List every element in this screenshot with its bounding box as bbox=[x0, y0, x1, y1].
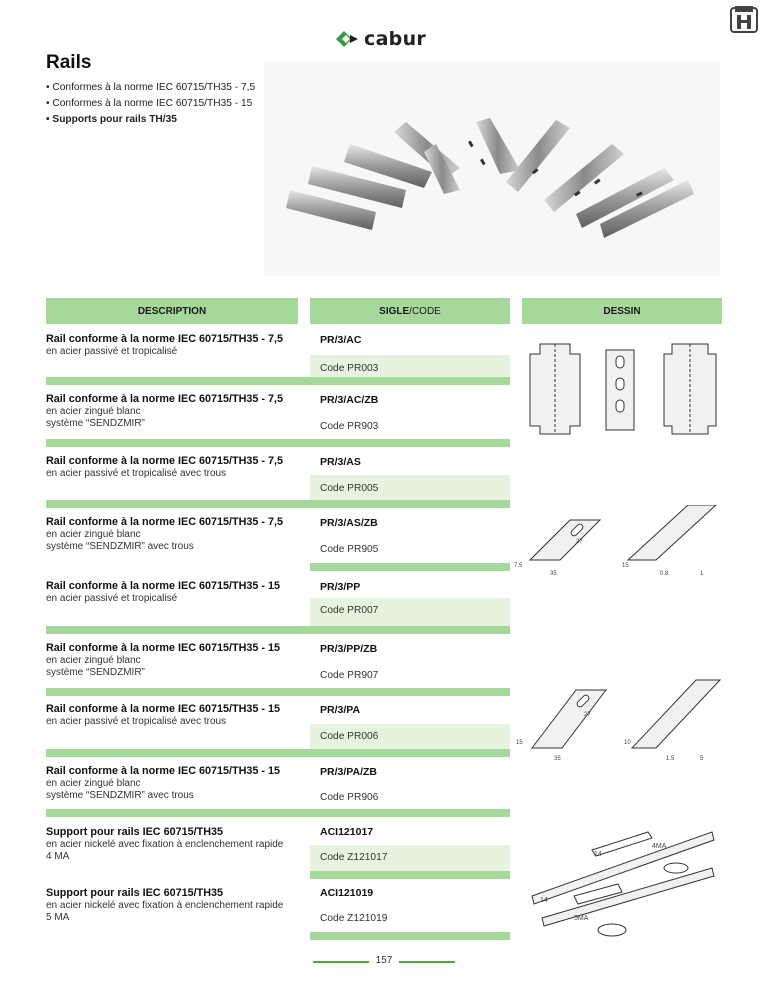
dimension-label: 5 bbox=[700, 756, 704, 762]
rail-image bbox=[286, 118, 694, 238]
row-title: Rail conforme à la norme IEC 60715/TH35 - 7,5 bbox=[46, 455, 284, 467]
row-subtitle: système “SENDZMIR” avec trous bbox=[46, 790, 194, 801]
rails-photo bbox=[264, 62, 720, 276]
row-sigle: PR/3/AS/ZB bbox=[320, 517, 378, 529]
row-sigle: PR/3/PP/ZB bbox=[320, 643, 378, 655]
row-sigle: PR/3/PA bbox=[320, 704, 361, 716]
rail-dimension-drawing bbox=[510, 670, 722, 766]
table-row bbox=[46, 580, 298, 605]
row-divider bbox=[46, 809, 510, 817]
table-row bbox=[46, 826, 298, 863]
row-title: Support pour rails IEC 60715/TH35 bbox=[46, 887, 223, 899]
row-subtitle: en acier zingué blanc bbox=[46, 778, 141, 789]
support-label: 5MA bbox=[574, 915, 589, 922]
row-subtitle: système “SENDZMIR” bbox=[46, 418, 145, 429]
row-subtitle: en acier passivé et tropicalisé bbox=[46, 346, 178, 357]
table-row bbox=[46, 393, 298, 430]
support-label: 4MA bbox=[652, 843, 667, 850]
row-code: Code Z121019 bbox=[320, 913, 388, 924]
bullet-item: • Conformes à la norme IEC 60715/TH35 - 15 bbox=[46, 98, 253, 109]
dimension-label: 35 bbox=[554, 756, 561, 762]
row-subtitle: en acier passivé et tropicalisé avec trous bbox=[46, 468, 227, 479]
brand-logo bbox=[336, 28, 426, 50]
rail-dimension-drawing bbox=[510, 505, 722, 585]
dimension-label: 27 bbox=[584, 712, 591, 718]
dimension-label: 1 bbox=[700, 571, 704, 577]
table-row bbox=[46, 333, 298, 358]
row-divider bbox=[46, 626, 510, 634]
row-subtitle: en acier nickelé avec fixation à enclenchement rapide bbox=[46, 900, 284, 911]
table-row bbox=[46, 455, 298, 480]
dimension-label: 15 bbox=[622, 563, 629, 569]
table-row bbox=[46, 516, 298, 553]
row-title: Rail conforme à la norme IEC 60715/TH35 - 7,5 bbox=[46, 516, 284, 528]
dimension-label: 27 bbox=[576, 539, 583, 545]
footer-rule bbox=[313, 961, 369, 963]
header-description-label: DESCRIPTION bbox=[137, 305, 207, 317]
header-code-label: /CODE bbox=[409, 305, 441, 317]
row-sigle: PR/3/AC bbox=[320, 334, 362, 346]
row-subtitle: en acier zingué blanc bbox=[46, 655, 141, 666]
footer-rule bbox=[399, 961, 455, 963]
row-subtitle: système “SENDZMIR” avec trous bbox=[46, 541, 194, 552]
rail-profile-drawing bbox=[522, 330, 722, 440]
row-title: Rail conforme à la norme IEC 60715/TH35 - 15 bbox=[46, 765, 281, 777]
row-title: Rail conforme à la norme IEC 60715/TH35 - 15 bbox=[46, 580, 281, 592]
row-divider bbox=[310, 871, 510, 879]
row-code: Code PR905 bbox=[320, 544, 379, 555]
row-subtitle: en acier zingué blanc bbox=[46, 406, 141, 417]
row-subtitle: en acier passivé et tropicalisé avec trous bbox=[46, 716, 227, 727]
row-title: Rail conforme à la norme IEC 60715/TH35 - 15 bbox=[46, 642, 281, 654]
header-description bbox=[46, 298, 298, 324]
row-sigle: PR/3/AS bbox=[320, 456, 361, 468]
row-title: Rail conforme à la norme IEC 60715/TH35 - 7,5 bbox=[46, 333, 284, 345]
row-code: Code Z121017 bbox=[320, 852, 388, 863]
table-row bbox=[46, 642, 298, 679]
row-title: Rail conforme à la norme IEC 60715/TH35 - 7,5 bbox=[46, 393, 284, 405]
table-row bbox=[46, 765, 298, 802]
row-code: Code PR006 bbox=[320, 731, 379, 742]
row-subtitle: 4 MA bbox=[46, 851, 70, 862]
dimension-label: 0.8 bbox=[660, 571, 669, 577]
row-divider bbox=[46, 688, 510, 696]
row-divider bbox=[310, 563, 510, 571]
page-number: 157 bbox=[375, 955, 393, 966]
row-code: Code PR007 bbox=[320, 605, 379, 616]
row-divider bbox=[310, 932, 510, 940]
header-sigle-label: SIGLE bbox=[379, 305, 410, 317]
bullet-list bbox=[46, 80, 255, 128]
row-subtitle: 5 MA bbox=[46, 912, 70, 923]
page-title: Rails bbox=[46, 52, 92, 73]
row-sigle: PR/3/PP bbox=[320, 581, 361, 593]
row-code: Code PR005 bbox=[320, 483, 379, 494]
dimension-label: 35 bbox=[550, 571, 557, 577]
table-row bbox=[46, 703, 298, 728]
dimension-label: 15 bbox=[516, 740, 523, 746]
row-sigle: PR/3/AC/ZB bbox=[320, 394, 379, 406]
row-subtitle: système “SENDZMIR” bbox=[46, 667, 145, 678]
row-code: Code PR907 bbox=[320, 670, 379, 681]
row-sigle: ACI121017 bbox=[320, 826, 374, 838]
row-subtitle: en acier passivé et tropicalisé bbox=[46, 593, 178, 604]
support-label: 14 bbox=[594, 851, 602, 858]
row-divider bbox=[46, 500, 510, 508]
brand-name: cabur bbox=[364, 28, 427, 50]
support-drawing bbox=[522, 828, 722, 940]
dimension-label: 1.5 bbox=[666, 756, 675, 762]
row-subtitle: en acier zingué blanc bbox=[46, 529, 141, 540]
row-code: Code PR906 bbox=[320, 792, 379, 803]
row-title: Support pour rails IEC 60715/TH35 bbox=[46, 826, 223, 838]
row-divider bbox=[46, 377, 510, 385]
row-code: Code PR903 bbox=[320, 421, 379, 432]
row-divider bbox=[46, 749, 510, 757]
header-sigle-code bbox=[310, 298, 510, 324]
row-sigle: ACI121019 bbox=[320, 887, 374, 899]
row-divider bbox=[46, 439, 510, 447]
row-sigle: PR/3/PA/ZB bbox=[320, 766, 377, 778]
bullet-item: • Supports pour rails TH/35 bbox=[46, 114, 177, 125]
table-row bbox=[46, 887, 298, 924]
brand-mark-icon bbox=[336, 31, 358, 47]
bullet-item: • Conformes à la norme IEC 60715/TH35 - 7,5 bbox=[46, 82, 256, 93]
row-code: Code PR003 bbox=[320, 363, 379, 374]
dimension-label: 7.5 bbox=[514, 563, 523, 569]
header-dessin bbox=[522, 298, 722, 324]
document-icon bbox=[730, 5, 758, 33]
row-title: Rail conforme à la norme IEC 60715/TH35 - 15 bbox=[46, 703, 281, 715]
row-subtitle: en acier nickelé avec fixation à enclenchement rapide bbox=[46, 839, 284, 850]
support-label: 14 bbox=[540, 897, 548, 904]
header-dessin-label: DESSIN bbox=[603, 305, 641, 317]
dimension-label: 10 bbox=[624, 740, 631, 746]
